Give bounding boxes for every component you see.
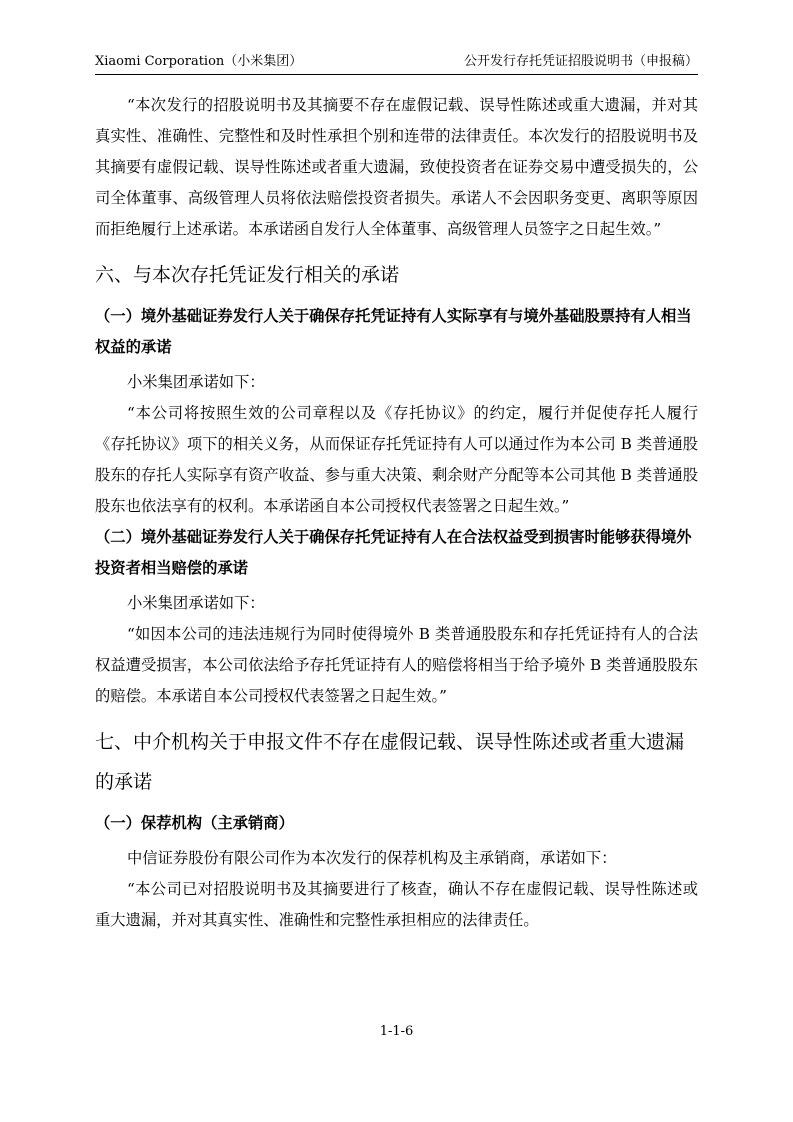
paragraph-xiaomi-commits-2: 小米集团承诺如下：: [127, 594, 265, 612]
subsection-heading-6-2: （二）境外基础证券发行人关于确保存托凭证持有人在合法权益受到损害时能够获得境外投资者相当赔偿的承诺: [95, 528, 692, 577]
section-heading-7: 七、中介机构关于申报文件不存在虚假记载、误导性陈述或者重大遗漏的承诺: [95, 731, 685, 793]
header-company-name: Xiaomi Corporation（小米集团）: [95, 54, 303, 69]
paragraph-depositary-agreement: “本公司将按照生效的公司章程以及《存托协议》的约定，履行并促使存托人履行《存托协议》项下的相关义务，从而保证存托凭证持有人可以通过作为本公司 B 类普通股股东的存托人实际享有资产收益、参与重大决策、剩余财产分配等本公司其他 B 类普通股股东也依法享有的权利。本承诺函自本公司授权代表签署之日起生效。”: [95, 404, 698, 515]
header-document-title: 公开发行存托凭证招股说明书（申报稿）: [463, 54, 698, 69]
page-header: [95, 52, 698, 75]
document-body: [95, 90, 698, 936]
subsection-heading-7-1: （一）保荐机构（主承销商）: [95, 814, 294, 832]
page-number: 1-1-6: [379, 1024, 414, 1039]
paragraph-xiaomi-commits-1: 小米集团承诺如下：: [127, 373, 265, 391]
paragraph-director-commitment: “本次发行的招股说明书及其摘要不存在虚假记载、误导性陈述或重大遗漏，并对其真实性、准确性、完整性和及时性承担个别和连带的法律责任。本次发行的招股说明书及其摘要有虚假记载、误导性陈述或者重大遗漏，致使投资者在证券交易中遭受损失的，公司全体董事、高级管理人员将依法赔偿投资者损失。承诺人不会因职务变更、离职等原因而拒绝履行上述承诺。本承诺函自发行人全体董事、高级管理人员签字之日起生效。”: [95, 96, 698, 238]
paragraph-citic-intro: 中信证券股份有限公司作为本次发行的保荐机构及主承销商，承诺如下：: [127, 849, 617, 867]
paragraph-compensation: “如因本公司的违法违规行为同时使得境外 B 类普通股股东和存托凭证持有人的合法权益遭受损害，本公司依法给予存托凭证持有人的赔偿将相当于给予境外 B 类普通股股东的赔偿。本承诺自本公司授权代表签署之日起生效。”: [95, 625, 698, 705]
paragraph-citic-commitment: “本公司已对招股说明书及其摘要进行了核查，确认不存在虚假记载、误导性陈述或重大遗漏，并对其真实性、准确性和完整性承担相应的法律责任。: [95, 880, 698, 929]
section-heading-6: 六、与本次存托凭证发行相关的承诺: [95, 264, 400, 286]
subsection-heading-6-1: （一）境外基础证券发行人关于确保存托凭证持有人实际享有与境外基础股票持有人相当权益的承诺: [95, 307, 692, 356]
